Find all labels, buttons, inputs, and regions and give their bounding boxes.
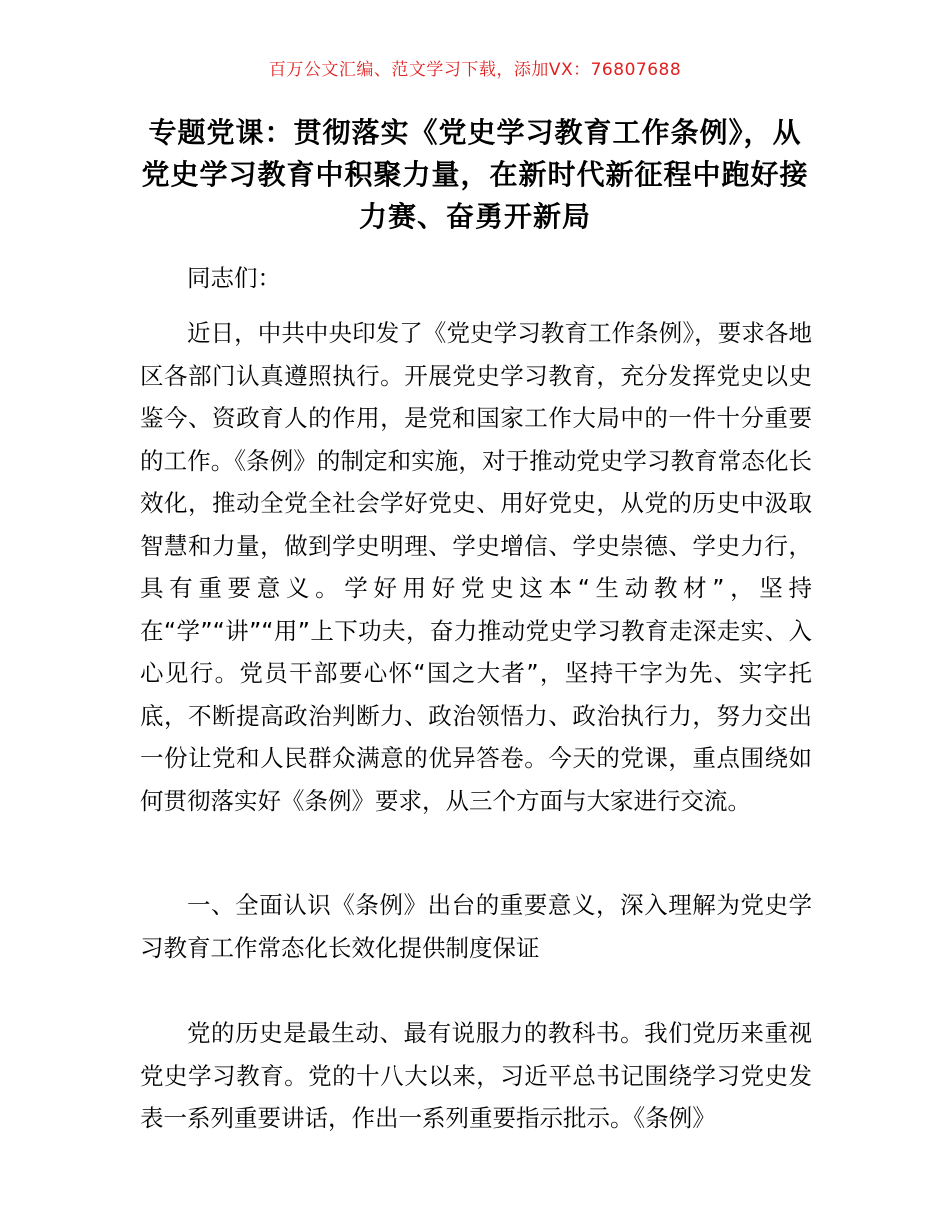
salutation: 同志们： [187,264,281,292]
paragraph-intro: 近日，中共中央印发了《党史学习教育工作条例》，要求各地区各部门认真遵照执行。开展党史学习教育，充分发挥党史以史鉴今、资政育人的作用，是党和国家工作大局中的一件十分重要的工作。《条例》的制定和实施，对于推动党史学习教育常态化长效化，推动全党全社会学好党史、用好党史，从党的历史中汲取智慧和力量，做到学史明理、学史增信、学史崇德、学史力行，具有重要意义。学好用好党史这本“生动教材”，坚持在“学”“讲”“用”上下功夫，奋力推动党史学习教育走深走实、入心见行。党员干部要心怀“国之大者”，坚持干字为先、实字托底，不断提高政治判断力、政治领悟力、政治执行力，努力交出一份让党和人民群众满意的优异答卷。今天的党课，重点围绕如何贯彻落实好《条例》要求，从三个方面与大家进行交流。 [140,319,812,815]
paragraph-section-1: 党的历史是最生动、最有说服力的教科书。我们党历来重视党史学习教育。党的十八大以来，习近平总书记围绕学习党史发表一系列重要讲话，作出一系列重要指示批示。《条例》 [140,1019,812,1132]
section-heading-1: 一、全面认识《条例》出台的重要意义，深入理解为党史学习教育工作常态化长效化提供制度保证 [140,891,812,962]
document-title: 专题党课：贯彻落实《党史学习教育工作条例》，从党史学习教育中积聚力量，在新时代新征程中跑好接力赛、奋勇开新局 [141,116,809,233]
watermark-header: 百万公文汇编、范文学习下载，添加VX：76807688 [268,60,682,80]
